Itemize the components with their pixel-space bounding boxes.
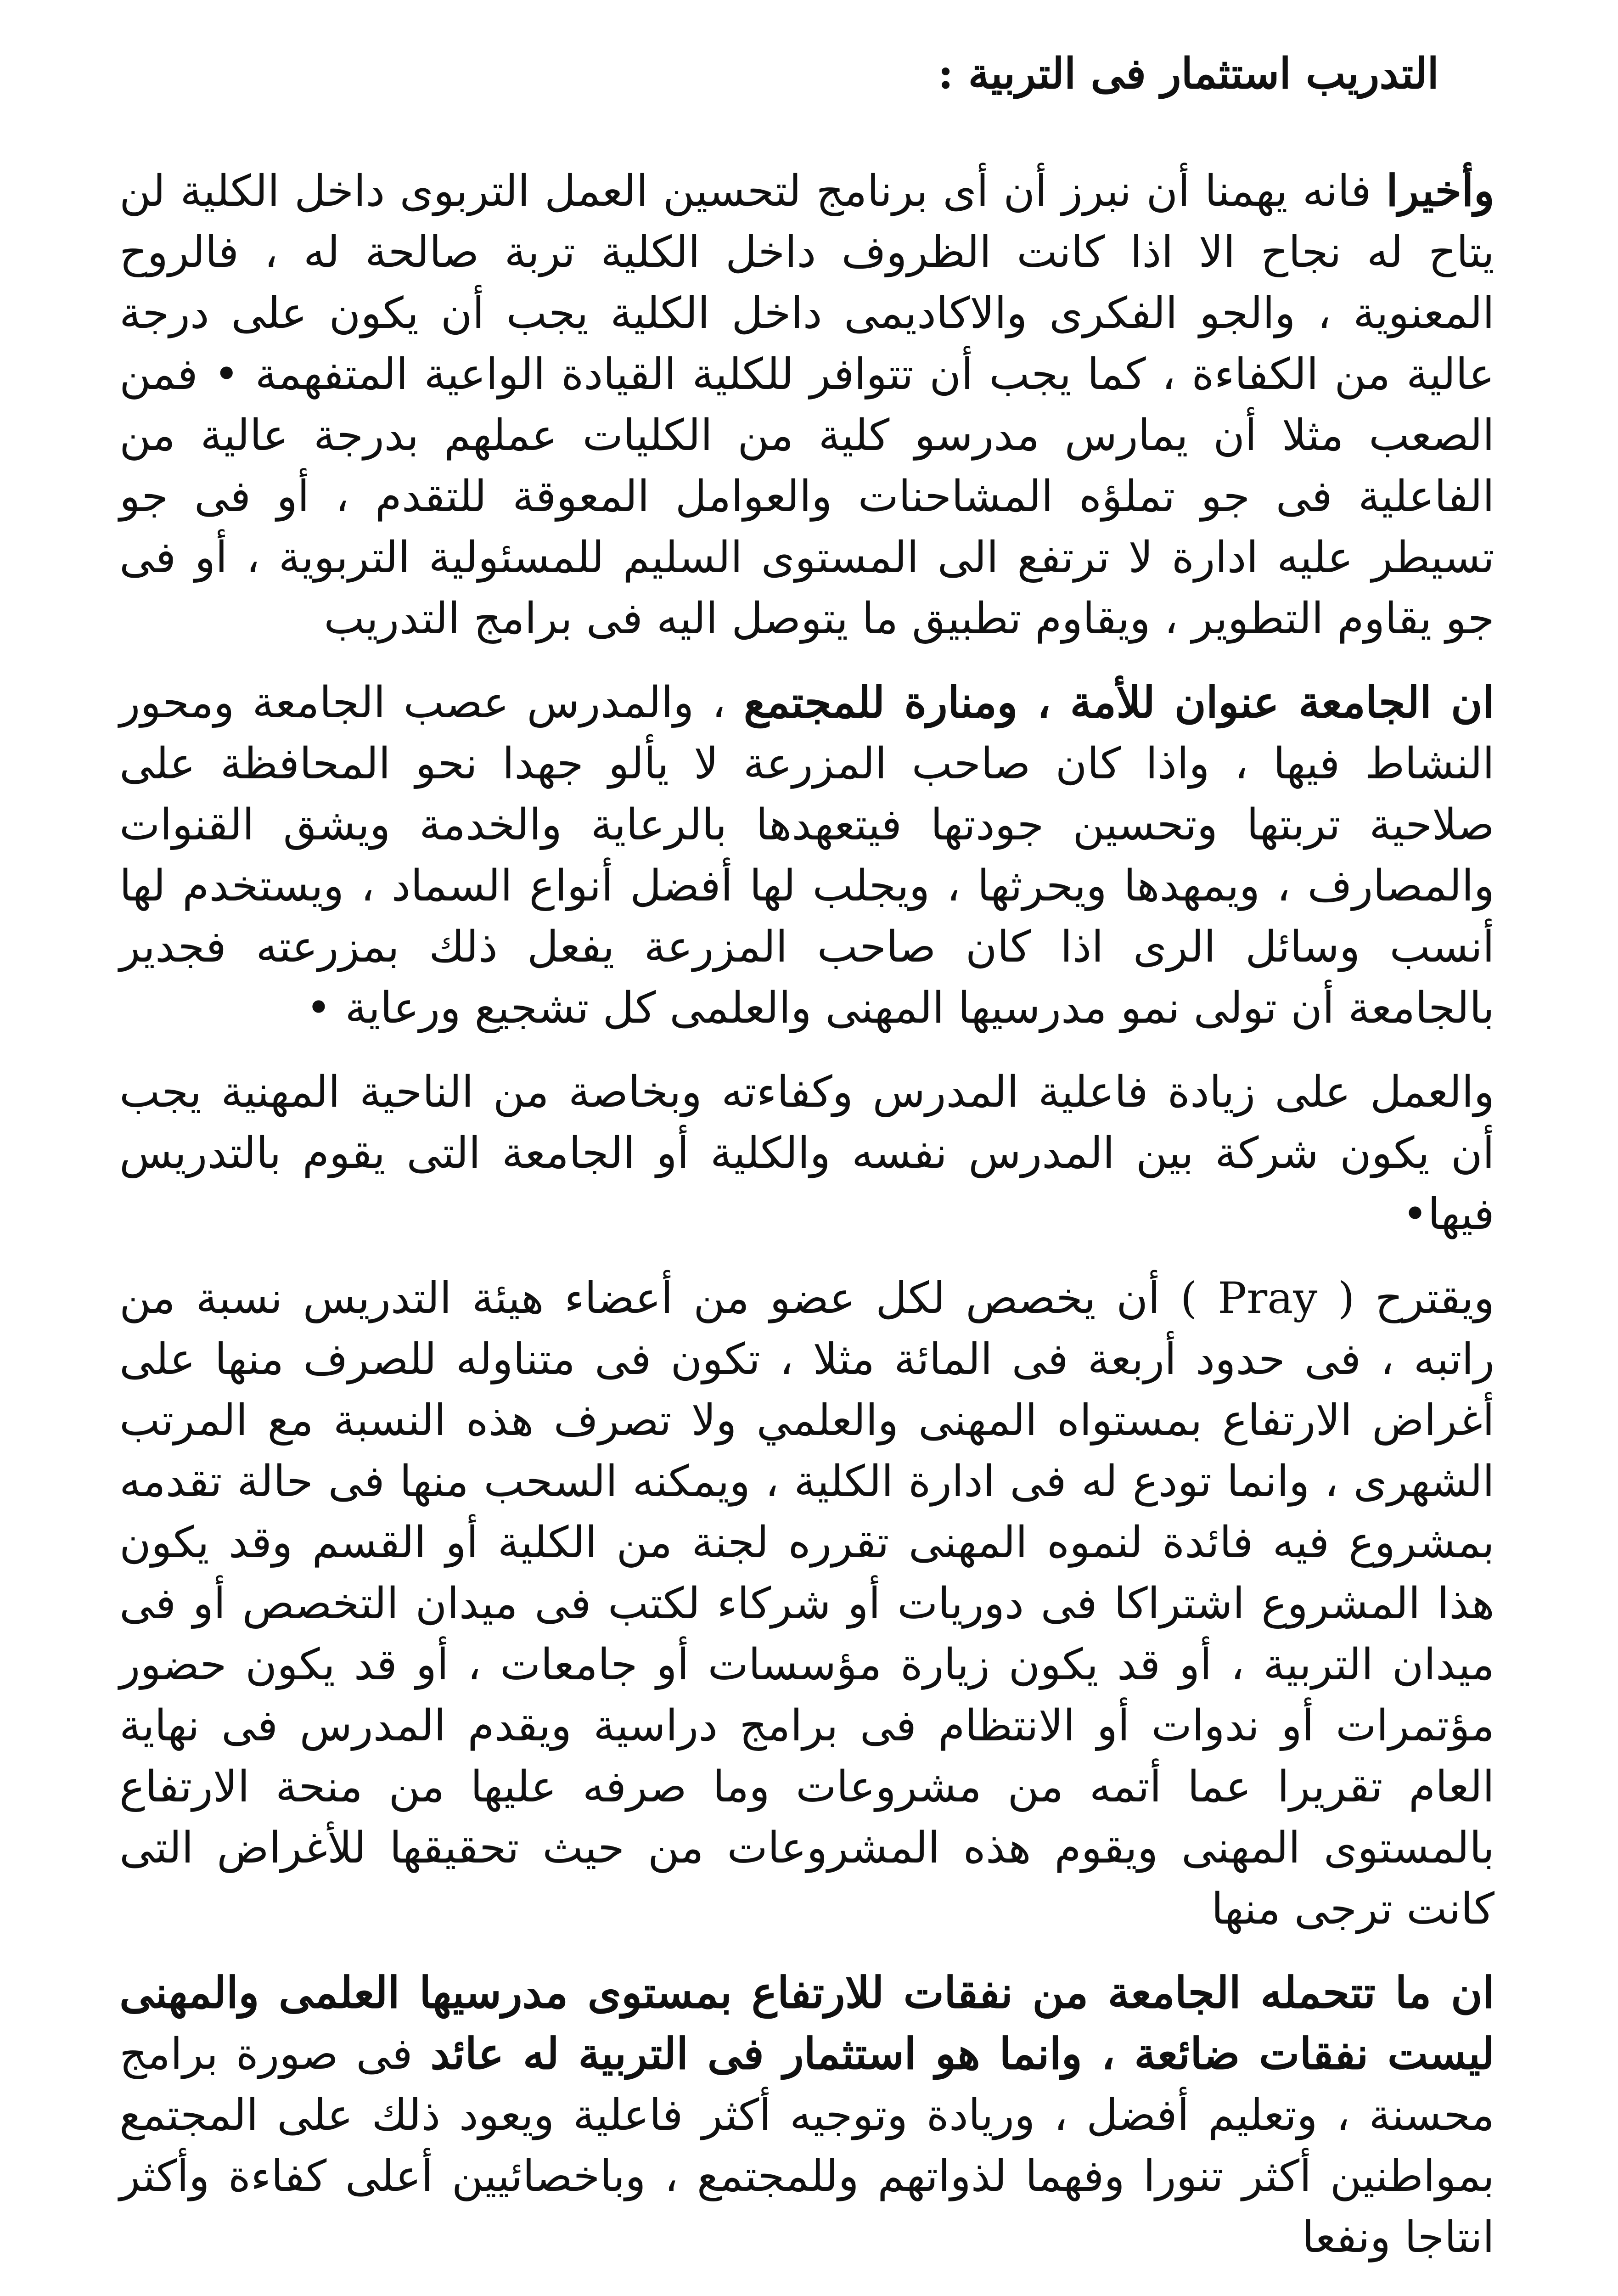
body-text — [119, 161, 1494, 2268]
section-heading: التدريب استثمار فى التربية : — [938, 49, 1439, 98]
paragraph-5-lead: ان ما تتحمله الجامعة من نفقات للارتفاع بمستوى مدرسيها العلمى والمهنى ليست نفقات ضائعة ، وانما هو استثمار فى التربية له عائد — [119, 1968, 1494, 2079]
paragraph-5-text: فى صورة برامج محسنة ، وتعليم أفضل ، وريادة وتوجيه أكثر فاعلية ويعود ذلك على المجتمع بمواطنين أكثر تنورا وفهما لذواتهم وللمجتمع ، وباخصائيين أعلى كفاءة وأكثر انتاجا ونفعا — [119, 2029, 1494, 2262]
paragraph-1-text: فانه يهمنا أن نبرز أن أى برنامج لتحسين العمل التربوى داخل الكلية لن يتاح له نجاح الا اذا كانت الظروف داخل الكلية تربة صالحة له ، فالروح المعنوية ، والجو الفكرى والاكاديمى داخل الكلية يجب أن يكون على درجة عالية من الكفاءة ، كما يجب أن تتوافر للكلية القيادة الواعية المتفهمة • فمن الصعب مثلا أن يمارس مدرسو كلية من الكليات عملهم بدرجة عالية من الفاعلية فى جو تملؤه المشاحنات والعوامل المعوقة للتقدم ، أو فى جو تسيطر عليه ادارة لا ترتفع الى المستوى السليم للمسئولية التربوية ، أو فى جو يقاوم التطوير ، ويقاوم تطبيق ما يتوصل اليه فى برامج التدريب — [119, 166, 1494, 644]
paragraph-3-text: والعمل على زيادة فاعلية المدرس وكفاءته وبخاصة من الناحية المهنية يجب أن يكون شركة بين المدرس نفسه والكلية أو الجامعة التى يقوم بالتدريس فيها• — [119, 1067, 1494, 1239]
paragraph-3 — [119, 1062, 1494, 1245]
paragraph-2-lead: ان الجامعة عنوان للأمة ، ومنارة للمجتمع — [743, 677, 1494, 728]
paragraph-4-text: ويقترح ( Pray ) أن يخصص لكل عضو من أعضاء هيئة التدريس نسبة من راتبه ، فى حدود أربعة فى المائة مثلا ، تكون فى متناوله للصرف منها على أغراض الارتفاع بمستواه المهنى والعلمي ولا تصرف هذه النسبة مع المرتب الشهرى ، وانما تودع له فى ادارة الكلية ، ويمكنه السحب منها فى حالة تقدمه بمشروع فيه فائدة لنموه المهنى تقرره لجنة من الكلية أو القسم وقد يكون هذا المشروع اشتراكا فى دوريات أو شركاء لكتب فى ميدان التخصص أو فى ميدان التربية ، أو قد يكون زيارة مؤسسات أو جامعات ، أو قد يكون حضور مؤتمرات أو ندوات أو الانتظام فى برامج دراسية ويقدم المدرس فى نهاية العام تقريرا عما أتمه من مشروعات وما صرفه عليها من منحة الارتفاع بالمستوى المهنى ويقوم هذه المشروعات من حيث تحقيقها للأغراض التى كانت ترجى منها — [119, 1273, 1495, 1934]
paragraph-1-lead: وأخيرا — [1386, 166, 1494, 216]
paragraph-4 — [119, 1268, 1494, 1940]
paragraph-2-text: ، والمدرس عصب الجامعة ومحور النشاط فيها ، واذا كان صاحب المزرعة لا يألو جهدا نحو المحافظة على صلاحية تربتها وتحسين جودتها فيتعهدها بالرعاية والخدمة ويشق القنوات والمصارف ، ويمهدها ويحرثها ، ويجلب لها أفضل أنواع السماد ، ويستخدم لها أنسب وسائل الرى اذا كان صاحب المزرعة يفعل ذلك بمزرعته فجدير بالجامعة أن تولى نمو مدرسيها المهنى والعلمى كل تشجيع ورعاية • — [119, 678, 1494, 1033]
paragraph-5 — [119, 1963, 1494, 2268]
paragraph-1 — [119, 161, 1494, 649]
paragraph-2 — [119, 672, 1494, 1039]
